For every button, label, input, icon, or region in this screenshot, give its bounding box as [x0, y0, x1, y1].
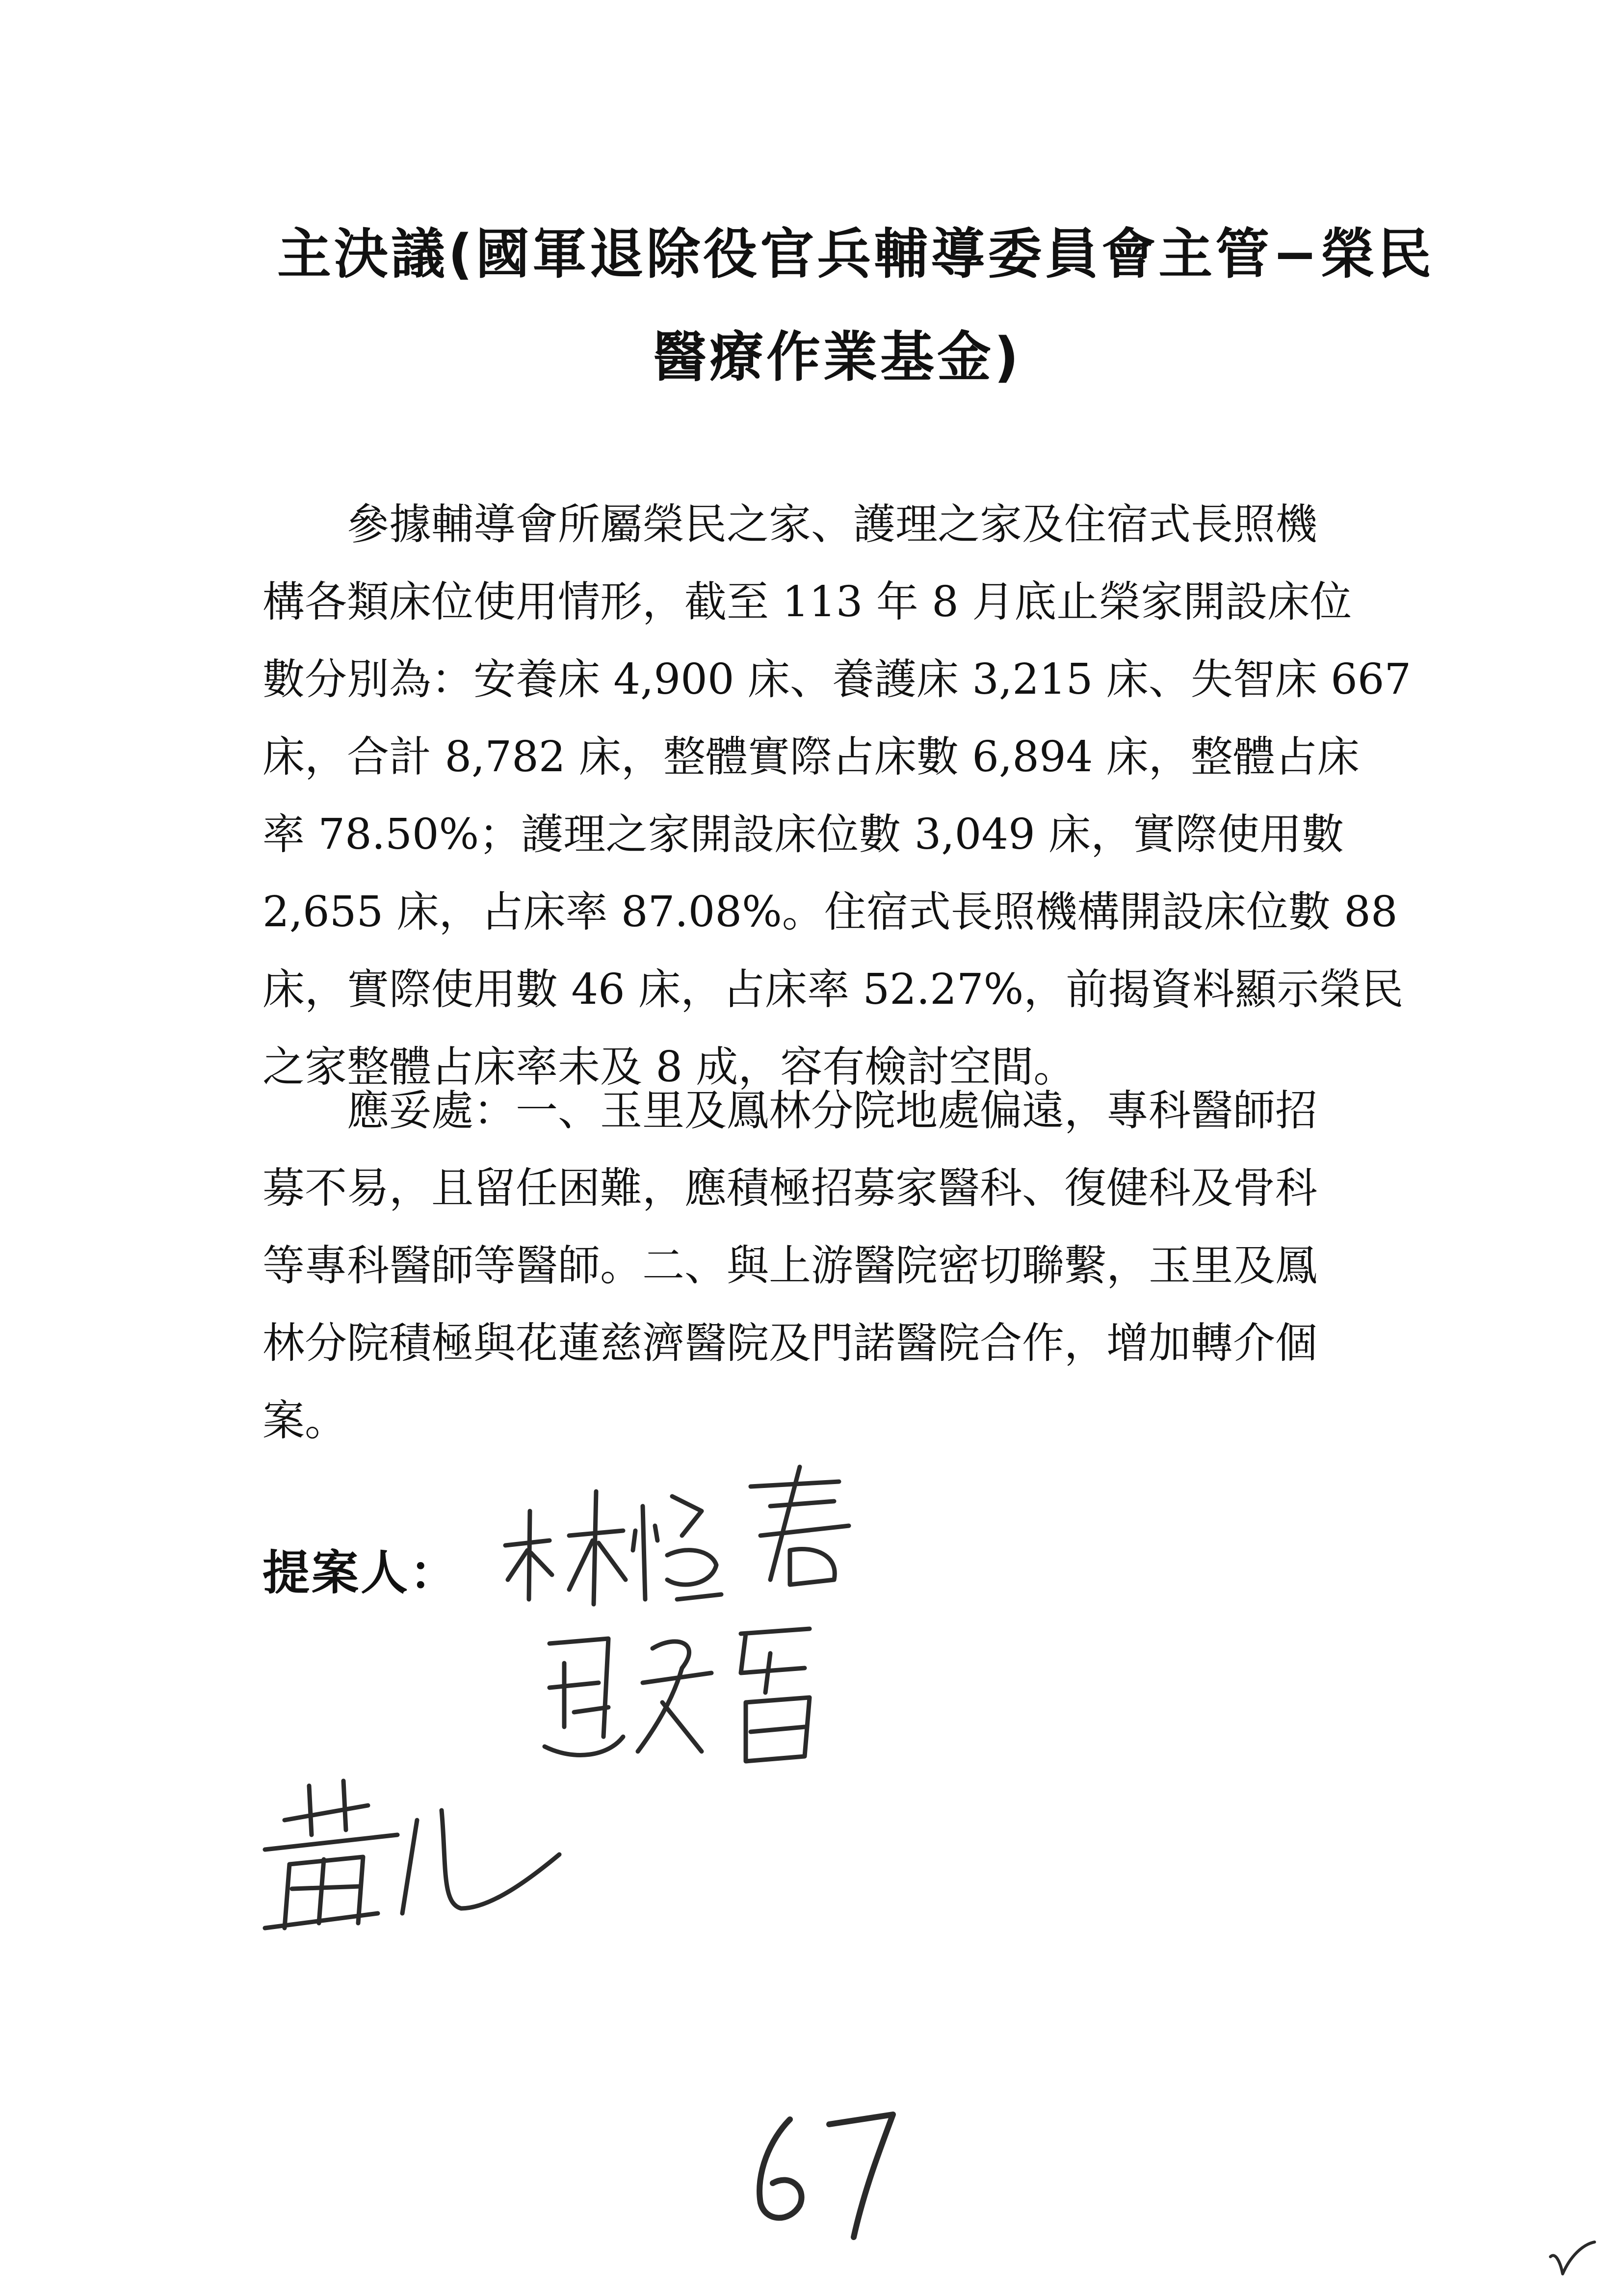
text-line: 林分院積極與花蓮慈濟醫院及門諾醫院合作，增加轉介個	[262, 1319, 1317, 1368]
text-line: 床，合計 8,782 床，整體實際占床數 6,894 床，整體占床	[262, 732, 1360, 782]
text-line: 構各類床位使用情形，截至 113 年 8 月底止榮家開設床位	[262, 577, 1352, 626]
paragraph-bed-occupancy	[262, 486, 1412, 1106]
text-line: 募不易，且留任困難，應積極招募家醫科、復健科及骨科	[262, 1164, 1317, 1213]
text-line: 數分別為：安養床 4,900 床、養護床 3,215 床、失智床 667	[262, 655, 1412, 704]
check-mark-icon	[1545, 2237, 1599, 2281]
text-line: 率 78.50%；護理之家開設床位數 3,049 床，實際使用數	[262, 810, 1344, 859]
text-line: 案。	[262, 1396, 347, 1445]
text-line: 之家整體占床率未及 8 成，容有檢討空間。	[262, 1043, 1076, 1092]
paragraph-recommendations	[262, 1072, 1391, 1460]
proposer-label: 提案人：	[262, 1545, 459, 1600]
text-line: 應妥處：一、玉里及鳳林分院地處偏遠，專科醫師招	[262, 1086, 1317, 1135]
signature-3	[255, 1766, 574, 1943]
document-title-line-1: 主決議(國軍退除役官兵輔導委員會主管−榮民	[277, 223, 1435, 286]
text-line: 等專科醫師等醫師。二、與上游醫院密切聯繫，玉里及鳳	[262, 1241, 1317, 1290]
signature-1	[496, 1452, 868, 1619]
text-line: 床，實際使用數 46 床，占床率 52.27%，前揭資料顯示榮民	[262, 965, 1404, 1014]
text-line: 參據輔導會所屬榮民之家、護理之家及住宿式長照機	[262, 500, 1317, 549]
document-title-line-2: 醫療作業基金)	[653, 326, 1022, 389]
signature-2	[535, 1614, 829, 1781]
text-line: 2,655 床，占床率 87.08%。住宿式長照機構開設床位數 88	[262, 887, 1398, 937]
page-number-handwritten	[736, 2100, 913, 2247]
